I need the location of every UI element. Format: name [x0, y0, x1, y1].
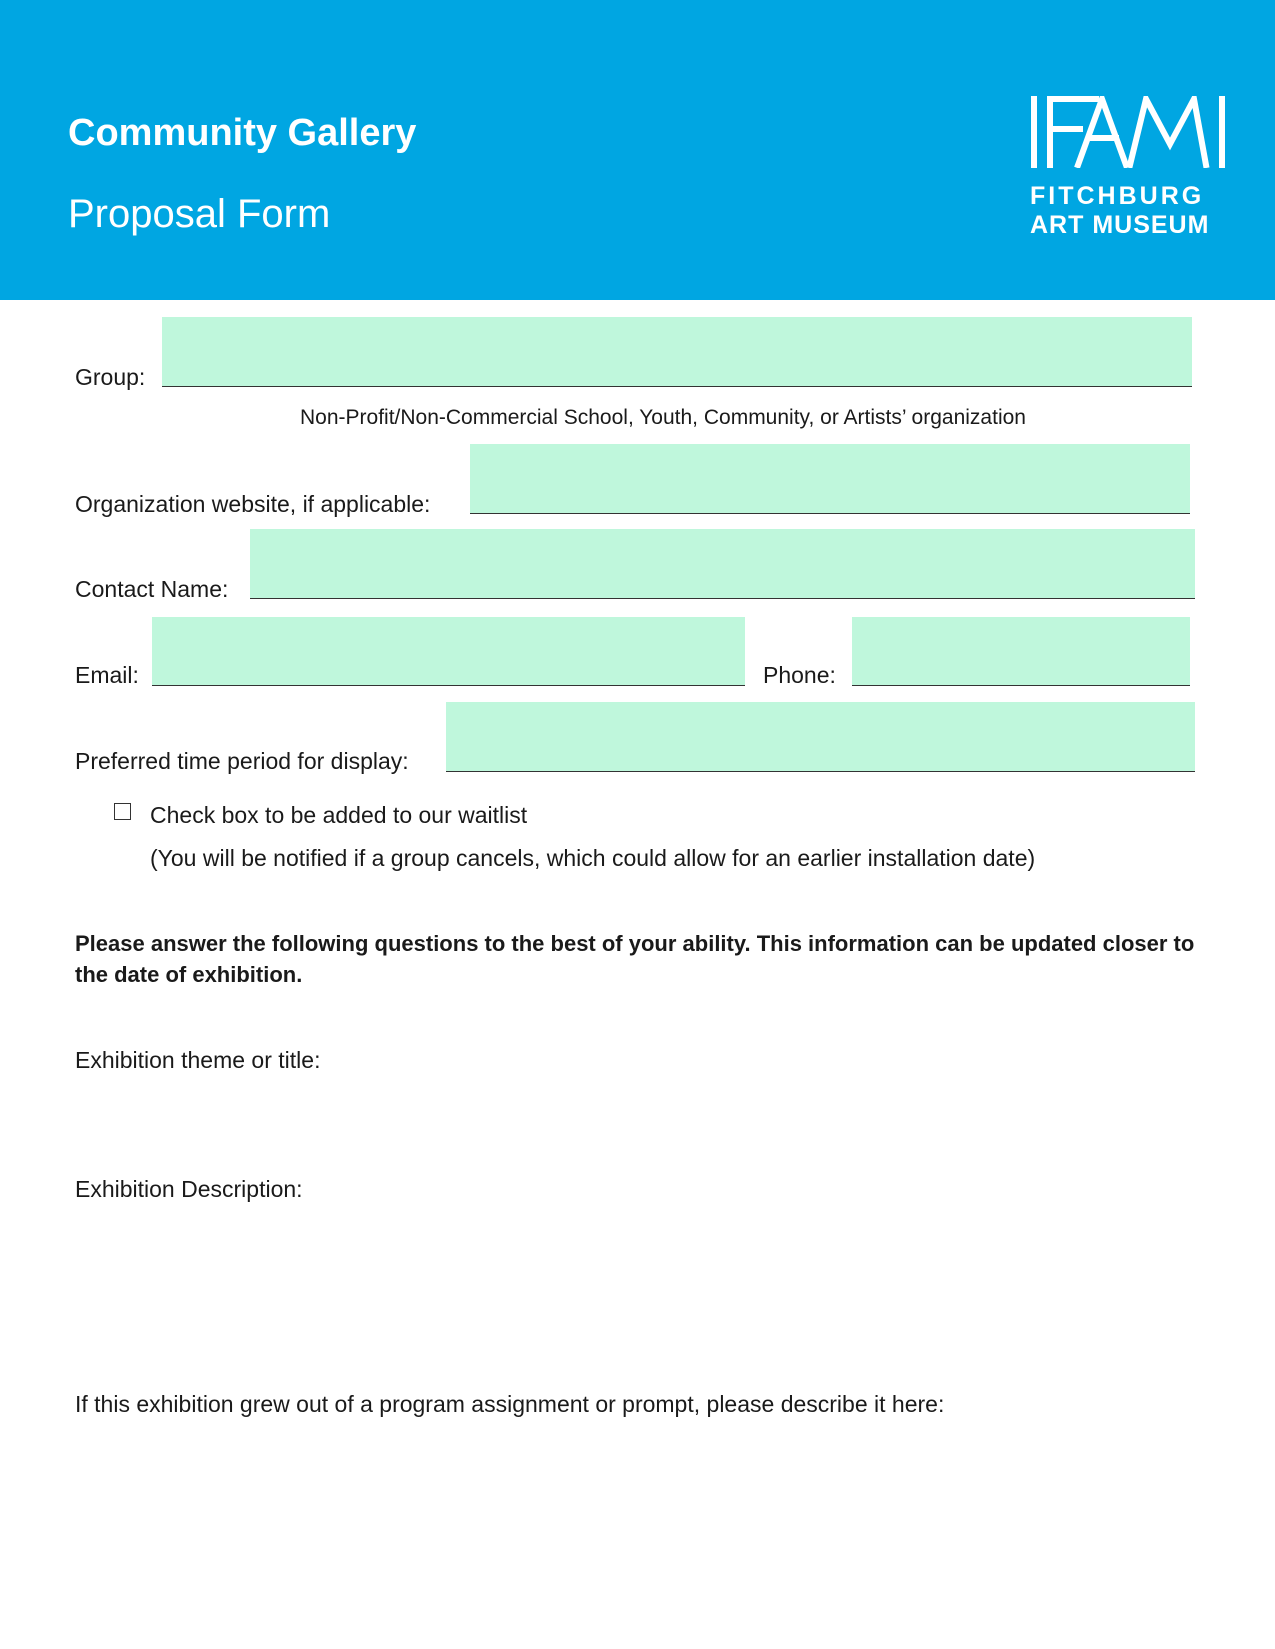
fam-logo-mark-icon [1030, 96, 1226, 168]
time-period-label: Preferred time period for display: [75, 748, 409, 774]
logo-text-art-museum: ART MUSEUM [1030, 211, 1210, 239]
email-label: Email: [75, 662, 139, 688]
website-label: Organization website, if applicable: [75, 491, 431, 517]
question-theme: Exhibition theme or title: [75, 1047, 321, 1073]
waitlist-label: Check box to be added to our waitlist [150, 802, 528, 828]
instructions-text: Please answer the following questions to the best of your ability. This information can be updated closer to the date of exhibition. [75, 931, 1195, 987]
header-banner [0, 0, 1275, 300]
time-period-field[interactable] [446, 702, 1195, 772]
email-field[interactable] [152, 617, 745, 686]
group-field[interactable] [162, 317, 1192, 387]
group-hint: Non-Profit/Non-Commercial School, Youth, Community, or Artists’ organization [300, 406, 1026, 429]
logo-text-fitchburg: FITCHBURG [1030, 182, 1205, 210]
website-field[interactable] [470, 444, 1190, 514]
question-program: If this exhibition grew out of a program assignment or prompt, please describe it here: [75, 1391, 945, 1417]
waitlist-note: (You will be notified if a group cancels, which could allow for an earlier installation date) [150, 845, 1036, 871]
phone-label: Phone: [763, 662, 836, 688]
question-description: Exhibition Description: [75, 1176, 303, 1202]
phone-field[interactable] [852, 617, 1190, 686]
fam-logo [1030, 96, 1226, 238]
page-title: Community Gallery [68, 112, 417, 154]
page-subtitle: Proposal Form [68, 192, 331, 236]
group-label: Group: [75, 364, 146, 390]
contact-name-field[interactable] [250, 529, 1195, 599]
waitlist-checkbox[interactable] [114, 803, 131, 820]
contact-name-label: Contact Name: [75, 576, 229, 602]
